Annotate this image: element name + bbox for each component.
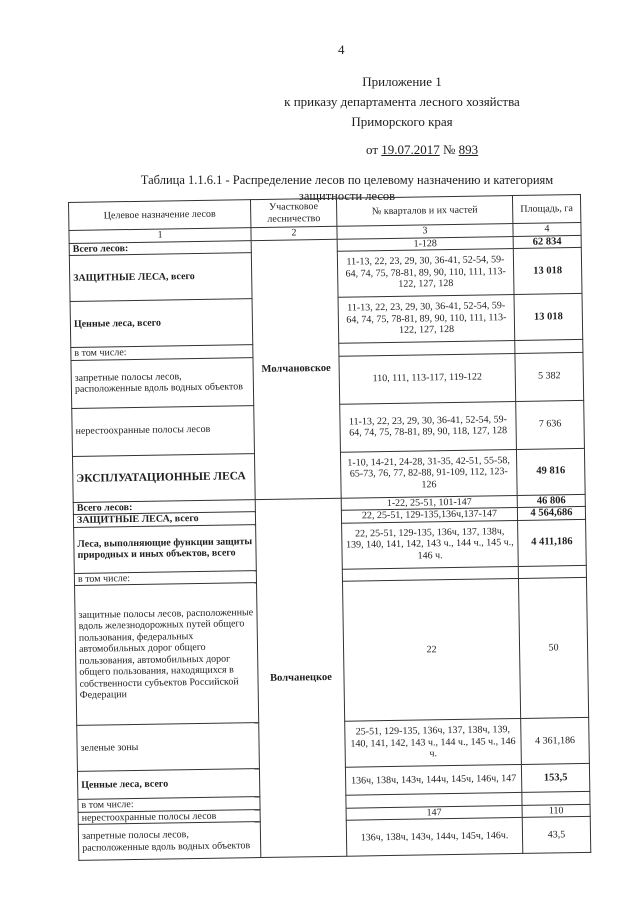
order-date-line [366,142,478,158]
purpose-cell: ЭКСПЛУАТАЦИОННЫЕ ЛЕСА [72,453,255,502]
purpose-cell: запретные полосы лесов, расположенные вдоль водных объектов [78,822,261,861]
purpose-cell: Всего лесов: [69,240,251,255]
area-cell: 4 564,686 [517,506,585,520]
forest-distribution-table-wrapper [68,194,590,861]
forestry-cell: Молчановское [251,239,341,499]
quarters-cell: 136ч, 138ч, 143ч, 144ч, 145ч, 146ч. [346,817,523,856]
appendix-region: Приморского края [351,114,453,129]
area-cell: 4 411,186 [518,519,587,566]
quarters-cell: 11-13, 22, 23, 29, 30, 36-41, 52-54, 59-64, 74, 75, 78-81, 89, 90, 110, 111, 113-122, 127, 128 [338,295,515,344]
header-quarters: № кварталов и их частей [336,196,512,227]
area-cell: 13 018 [514,293,583,340]
table-caption: Таблица 1.1.6.1 - Распределение лесов по целевому назначению и категориям защитности лесов [140,173,554,203]
appendix-title: Приложение 1 [362,74,442,89]
purpose-cell: в том числе: [78,797,260,812]
purpose-cell: защитные полосы лесов, расположенные вдоль железнодорожных путей общего пользования, федеральных автомобильных дорог общего пользования, автомобильных дорог общего пользования, находящихся в собственности субъектов Российской Федерации [75,583,259,726]
header-forestry: Участковое лесничество [250,198,336,227]
area-cell [518,565,586,579]
order-number: 893 [458,142,479,157]
header-purpose: Целевое назначение лесов [69,200,251,231]
area-cell: 49 816 [516,448,585,495]
purpose-cell: ЗАЩИТНЫЕ ЛЕСА, всего [73,512,255,527]
quarters-cell: 11-13, 22, 23, 29, 30, 36-41, 52-54, 59-64, 74, 75, 78-81, 89, 90, 118, 127, 128 [340,401,517,452]
area-cell [515,339,583,353]
order-date: 19.07.2017 [381,142,440,157]
purpose-cell: Всего лесов: [73,499,255,514]
purpose-cell: запретные полосы лесов, расположенные вдоль водных объектов [71,357,254,408]
quarters-cell: 1-10, 14-21, 24-28, 31-35, 42-51, 55-58, 65-73, 76, 77, 82-88, 91-109, 112, 123-126 [340,449,517,498]
purpose-cell: в том числе: [74,570,256,585]
area-cell: 153,5 [521,763,589,792]
quarters-cell: 136ч, 138ч, 143ч, 144ч, 145ч, 146ч, 147 [345,764,521,795]
forest-distribution-table [68,194,591,861]
area-cell: 13 018 [513,247,582,294]
quarters-cell: 25-51, 129-135, 136ч, 137, 138ч, 139, 140, 141, 142, 143 ч., 144 ч., 145 ч., 146 ч. [345,718,522,767]
purpose-cell: зеленые зоны [77,723,260,772]
area-cell: 7 636 [516,400,585,449]
order-number-sign: № [443,142,456,157]
purpose-cell: Ценные леса, всего [77,769,259,800]
purpose-cell: нерестоохранные полосы лесов [72,405,255,456]
area-cell [522,791,590,805]
area-cell: 46 806 [517,494,585,508]
order-prefix: от [366,142,379,157]
col-number: 3 [337,224,513,239]
quarters-cell: 11-13, 22, 23, 29, 30, 36-41, 52-54, 59-64, 74, 75, 78-81, 89, 90, 110, 111, 113-122, 127, 128 [337,249,514,298]
appendix-header [252,72,552,132]
area-cell: 62 834 [513,235,581,249]
appendix-order-ref: к приказу департамента лесного хозяйства [284,94,520,109]
header-area: Площадь, га [512,194,580,223]
purpose-cell: ЗАЩИТНЫЕ ЛЕСА, всего [69,253,252,302]
quarters-cell: 147 [346,805,522,820]
quarters-cell: 1-128 [337,236,513,251]
purpose-cell: нерестоохранные полосы лесов [78,809,260,824]
quarters-cell: 22, 25-51, 129-135,136ч,137-147 [341,507,517,522]
quarters-cell: 1-22, 25-51, 101-147 [341,495,517,510]
page-number: 4 [338,42,345,57]
forestry-cell: Волчанецкое [255,498,347,858]
quarters-cell: 22 [342,578,520,721]
col-number: 1 [69,228,251,243]
purpose-cell: в том числе: [71,345,253,360]
purpose-cell: Ценные леса, всего [70,299,253,348]
purpose-cell: Леса, выполняющие функции защиты природных и иных объектов, всего [74,524,257,573]
area-cell: 50 [518,577,588,718]
col-number: 2 [251,226,337,240]
quarters-cell: 22, 25-51, 129-135, 136ч, 137, 138ч, 139, 140, 141, 142, 143 ч., 144 ч., 145 ч., 146 ч. [342,520,519,569]
area-cell: 110 [522,804,590,818]
area-cell: 43,5 [522,816,591,853]
area-cell: 4 361,186 [521,717,590,764]
quarters-cell: 110, 111, 113-117, 119-122 [339,353,516,404]
col-number: 4 [513,222,581,236]
area-cell: 5 382 [515,352,584,401]
